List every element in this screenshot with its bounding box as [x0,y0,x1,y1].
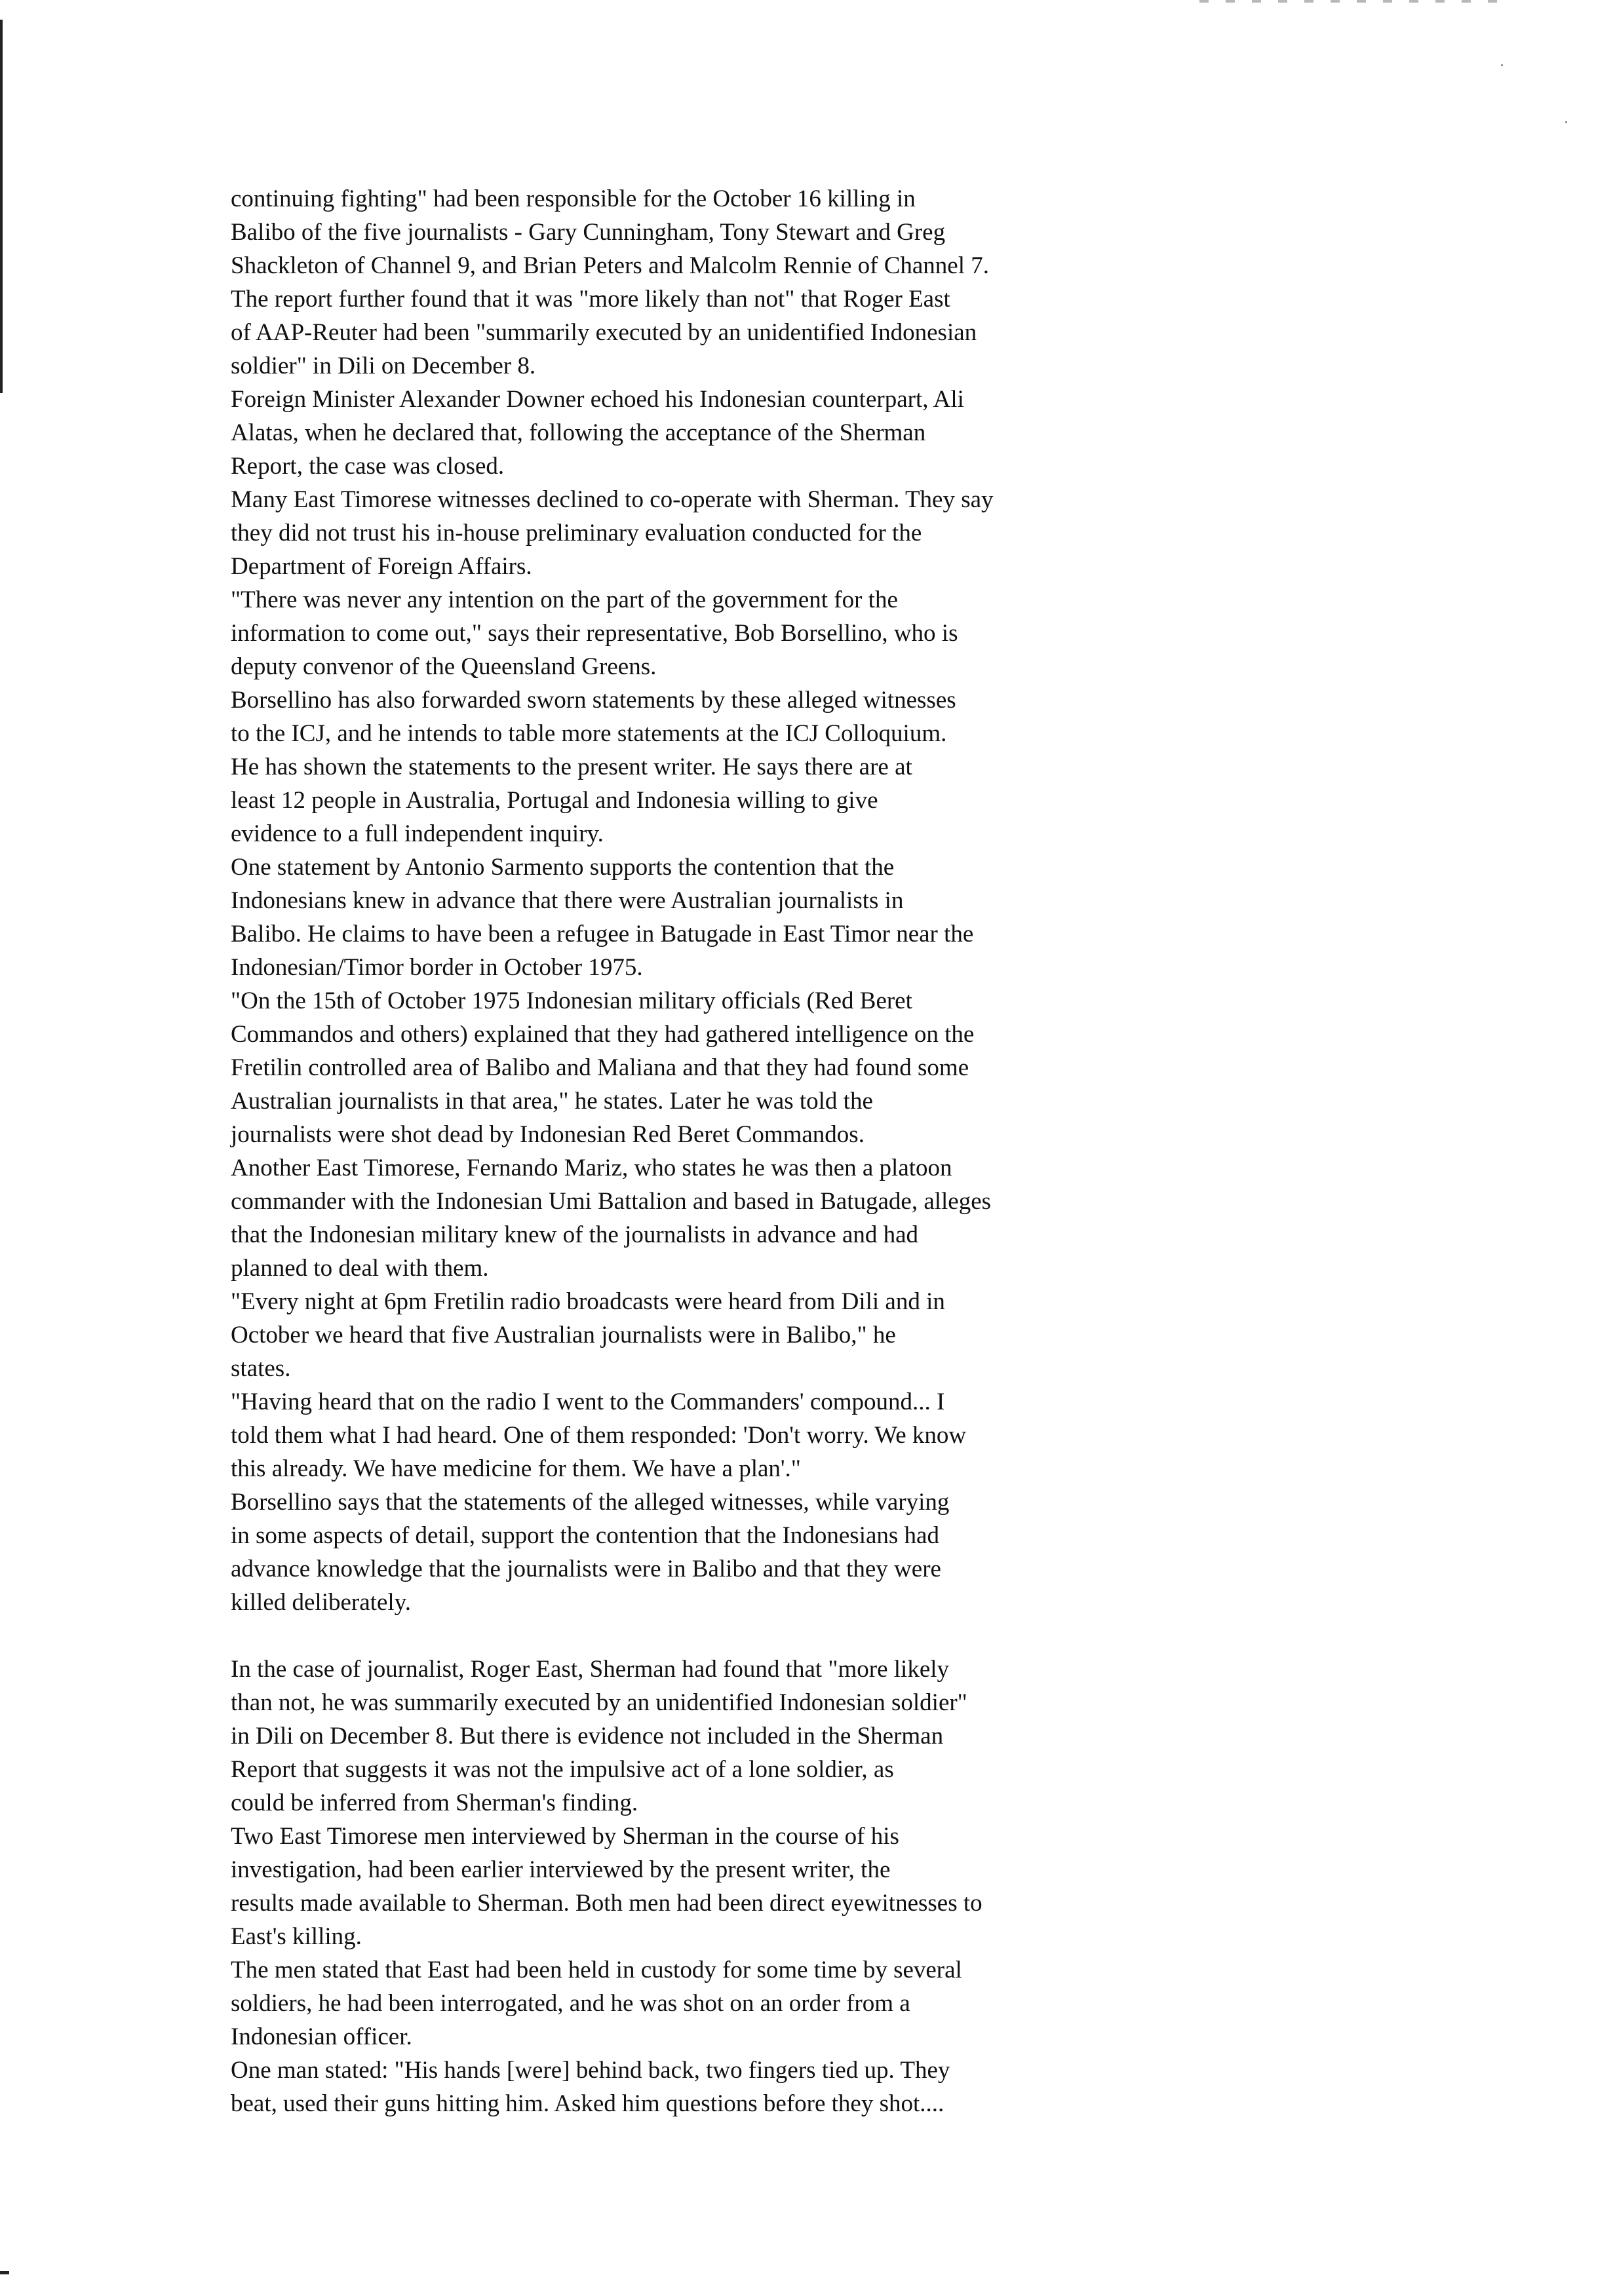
paragraph-red-beret-quote: "On the 15th of October 1975 Indonesian military officials (Red Beret Commandos and others) explained that they had gathered intelligence on the Fretilin controlled area of Balibo and Maliana and that they had found some Australian journalists in that area," he states. Later he was told the journalists were shot dead by Indonesian Red Beret Commandos. [231,987,975,1148]
paragraph-sarmento-statement: One statement by Antonio Sarmento supports the contention that the Indonesians knew in advance that there were Australian journalists in Balibo. He claims to have been a refugee in Batugade in East Timor near the Indonesian/Timor border in October 1975. [231,854,974,981]
scan-top-marks [1199,0,1514,3]
paragraph-custody-statement: The men stated that East had been held in custody for some time by several soldiers, he had been interrogated, and he was shot on an order from a Indonesian officer. [231,1957,962,2050]
paragraph-radio-broadcast-quote: "Every night at 6pm Fretilin radio broadcasts were heard from Dili and in October we heard that five Australian journalists were in Balibo," he states. [231,1288,945,1382]
scan-speck [1501,64,1503,66]
scan-edge-mark [0,2271,9,2274]
paragraph-witnesses-declined: Many East Timorese witnesses declined to co-operate with Sherman. They say they did not trust his in-house preliminary evaluation conducted for the Department of Foreign Affairs. [231,486,994,580]
paragraph-journalists-killing: continuing fighting" had been responsible for the October 16 killing in Balibo of the five journalists - Gary Cunningham, Tony Stewart and Greg Shackleton of Channel 9, and Brian Peters and Malcolm Rennie of Channel 7. The report further found that it was "more likely than not" that Roger East of AAP-Reuter had been "summarily executed by an unidentified Indonesian soldier" in Dili on December 8. [231,185,990,379]
paragraph-downer-statement: Foreign Minister Alexander Downer echoed his Indonesian counterpart, Ali Alatas, when he declared that, following the acceptance of the Sherman Report, the case was closed. [231,386,964,480]
paragraph-roger-east-finding: In the case of journalist, Roger East, Sherman had found that "more likely than not, he was summarily executed by an unidentified Indonesian soldier" in Dili on December 8. But there is evidence not included in the Sherman Report that suggests it was not the impulsive act of a lone soldier, as could be inferred from Sherman's finding. [231,1656,967,1816]
paragraph-borsellino-conclusion: Borsellino says that the statements of the alleged witnesses, while varying in some aspects of detail, support the contention that the Indonesians had advance knowledge that the journalists were in Balibo and that they were killed deliberately. [231,1489,950,1616]
document-body [231,182,1122,2120]
paragraph-sworn-statements: Borsellino has also forwarded sworn statements by these alleged witnesses to the ICJ, and he intends to table more statements at the ICJ Colloquium. He has shown the statements to the present writer. He says there are at least 12 people in Australia, Portugal and Indonesia willing to give evidence to a full independent inquiry. [231,687,956,847]
paragraph-gap [231,1619,1122,1653]
paragraph-borsellino-quote: "There was never any intention on the part of the government for the information to come out," says their representative, Bob Borsellino, who is deputy convenor of the Queensland Greens. [231,586,958,680]
paragraph-commanders-compound-quote: "Having heard that on the radio I went to the Commanders' compound... I told them what I had heard. One of them responded: 'Don't worry. We know this already. We have medicine for them. We have a plan'." [231,1388,967,1482]
paragraph-mariz-statement: Another East Timorese, Fernando Mariz, who states he was then a platoon commander with the Indonesian Umi Battalion and based in Batugade, alleges that the Indonesian military knew of the journalists in advance and had planned to deal with them. [231,1155,992,1282]
scan-speck [1565,121,1567,123]
scan-edge-mark [0,20,3,393]
paragraph-witness-quote: One man stated: "His hands [were] behind back, two fingers tied up. They beat, used their guns hitting him. Asked him questions before they shot.... [231,2057,950,2117]
paragraph-eyewitnesses: Two East Timorese men interviewed by Sherman in the course of his investigation, had been earlier interviewed by the present writer, the results made available to Sherman. Both men had been direct eyewitnesses to East's killing. [231,1823,983,1950]
